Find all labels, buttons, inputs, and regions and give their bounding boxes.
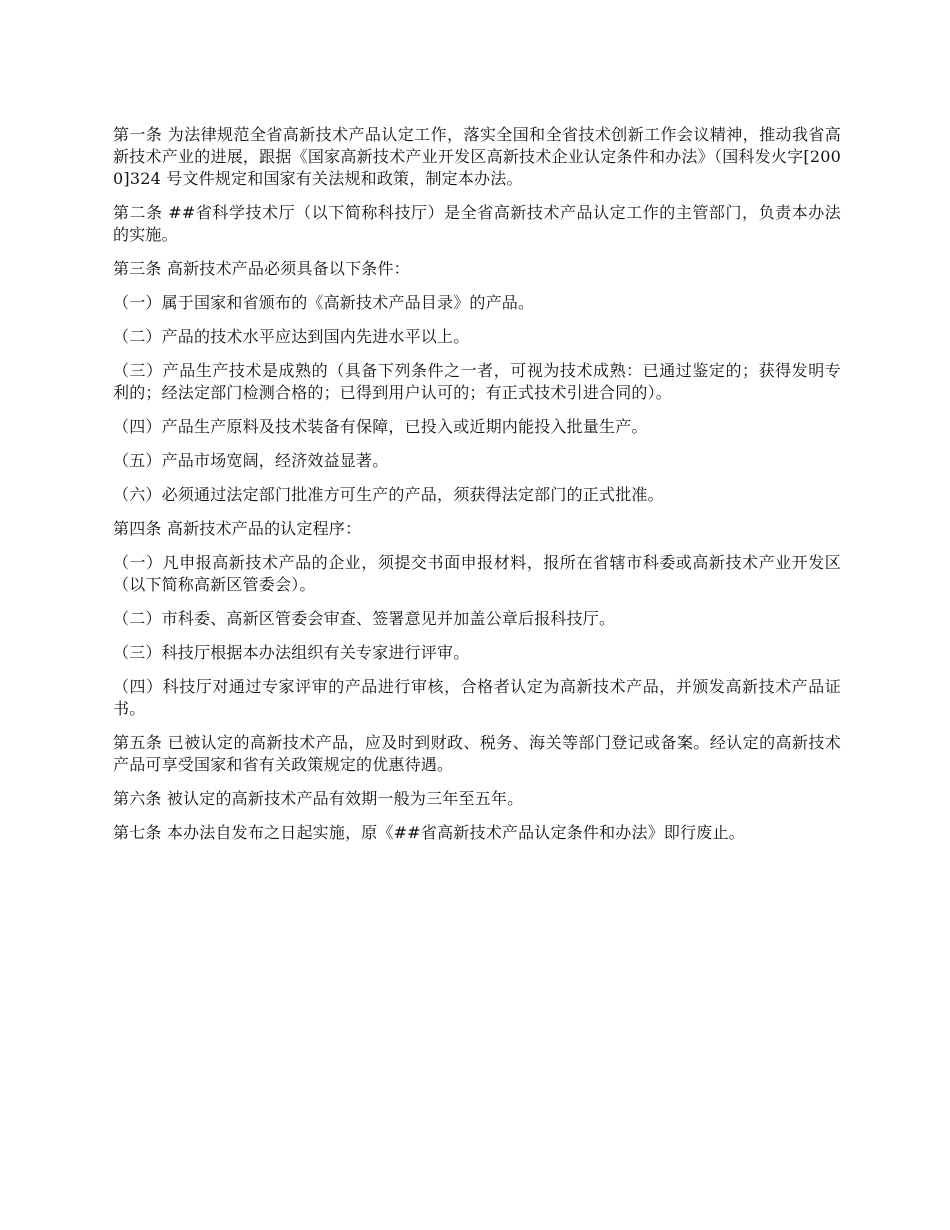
article-6: 第六条 被认定的高新技术产品有效期一般为三年至五年。 <box>113 789 524 808</box>
article-4-item-3: （三）科技厅根据本办法组织有关专家进行评审。 <box>113 643 470 662</box>
document-body <box>113 124 841 856</box>
article-3: 第三条 高新技术产品必须具备以下条件： <box>113 259 410 278</box>
article-4-item-2: （二）市科委、高新区管委会审查、签署意见并加盖公章后报科技厅。 <box>113 609 616 628</box>
article-4-item-1: （一）凡申报高新技术产品的企业，须提交书面申报材料，报所在省辖市科委或高新技术产业开发区（以下简称高新区管委会）。 <box>113 553 841 594</box>
article-3-item-4: （四）产品生产原料及技术装备有保障，已投入或近期内能投入批量生产。 <box>113 417 648 436</box>
article-3-item-6: （六）必须通过法定部门批准方可生产的产品，须获得法定部门的正式批准。 <box>113 485 664 504</box>
article-3-item-2: （二）产品的技术水平应达到国内先进水平以上。 <box>113 327 470 346</box>
article-7: 第七条 本办法自发布之日起实施，原《##省高新技术产品认定条件和办法》即行废止。 <box>113 823 745 842</box>
article-5: 第五条 已被认定的高新技术产品，应及时到财政、税务、海关等部门登记或备案。经认定的高新技术产品可享受国家和省有关政策规定的优惠待遇。 <box>113 733 841 774</box>
article-3-item-1: （一）属于国家和省颁布的《高新技术产品目录》的产品。 <box>113 293 535 312</box>
article-2: 第二条 ##省科学技术厅（以下简称科技厅）是全省高新技术产品认定工作的主管部门，负责本办法的实施。 <box>113 203 841 244</box>
article-4-item-4: （四）科技厅对通过专家评审的产品进行审核，合格者认定为高新技术产品，并颁发高新技术产品证书。 <box>113 677 841 718</box>
article-3-item-3: （三）产品生产技术是成熟的（具备下列条件之一者，可视为技术成熟：已通过鉴定的；获得发明专利的；经法定部门检测合格的；已得到用户认可的；有正式技术引进合同的）。 <box>113 361 841 402</box>
article-4: 第四条 高新技术产品的认定程序： <box>113 519 362 538</box>
article-3-item-5: （五）产品市场宽阔，经济效益显著。 <box>113 451 389 470</box>
article-1: 第一条 为法律规范全省高新技术产品认定工作，落实全国和全省技术创新工作会议精神，推动我省高新技术产业的进展，跟据《国家高新技术产业开发区高新技术企业认定条件和办法》（国科发火字[2000]324 号文件规定和国家有关法规和政策，制定本办法。 <box>113 125 841 188</box>
